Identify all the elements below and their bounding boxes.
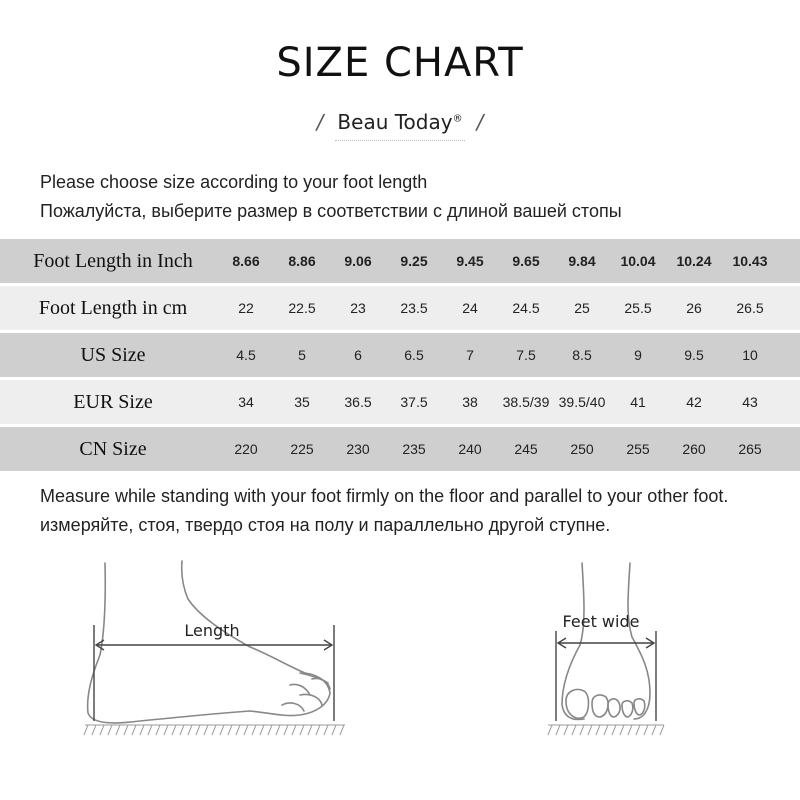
brand-line — [0, 110, 800, 134]
brand-registered-mark: ® — [452, 113, 463, 125]
foot-illustrations — [0, 555, 800, 795]
brand-slash-right: / — [476, 110, 484, 134]
table-cell: 250 — [570, 441, 594, 457]
table-cell: 260 — [682, 441, 706, 457]
brand-divider — [335, 140, 465, 142]
table-cell: 7 — [466, 347, 474, 363]
size-table — [0, 239, 800, 474]
table-row-cn — [0, 427, 800, 471]
table-cell: 245 — [514, 441, 538, 457]
table-cell: 39.5/40 — [558, 394, 606, 410]
table-cell: 4.5 — [236, 347, 256, 363]
table-cell: 36.5 — [344, 394, 372, 410]
table-cell: 25.5 — [624, 300, 652, 316]
table-row-inch — [0, 239, 800, 283]
row-cells — [218, 239, 778, 283]
table-cell: 10.04 — [620, 253, 656, 269]
table-cell: 9.06 — [344, 253, 372, 269]
table-cell: 9 — [634, 347, 642, 363]
table-cell: 220 — [234, 441, 258, 457]
size-chart-title: SIZE CHART — [276, 40, 524, 86]
table-cell: 10 — [742, 347, 758, 363]
table-cell: 10.24 — [676, 253, 712, 269]
table-cell: 8.5 — [572, 347, 592, 363]
ground-hatch-right — [548, 725, 664, 735]
table-cell: 22 — [238, 300, 254, 316]
table-cell: 23.5 — [400, 300, 428, 316]
table-cell: 42 — [686, 394, 702, 410]
row-label: Foot Length in cm — [38, 296, 188, 319]
table-cell: 6 — [354, 347, 362, 363]
table-row-eur — [0, 380, 800, 424]
table-cell: 35 — [294, 394, 310, 410]
table-cell: 22.5 — [288, 300, 316, 316]
table-cell: 9.25 — [400, 253, 428, 269]
table-cell: 9.65 — [512, 253, 540, 269]
row-cells — [218, 427, 778, 471]
table-cell: 41 — [630, 394, 646, 410]
feet-wide-label: Feet wide — [562, 612, 640, 631]
table-cell: 230 — [346, 441, 370, 457]
table-cell: 43 — [742, 394, 758, 410]
table-cell: 9.5 — [684, 347, 704, 363]
table-cell: 38 — [462, 394, 478, 410]
table-cell: 26.5 — [736, 300, 764, 316]
table-cell: 24 — [462, 300, 478, 316]
table-cell: 5 — [298, 347, 306, 363]
row-label: CN Size — [79, 437, 147, 460]
table-cell: 23 — [350, 300, 366, 316]
table-cell: 265 — [738, 441, 762, 457]
table-cell: 34 — [238, 394, 254, 410]
table-cell: 38.5/39 — [502, 394, 550, 410]
table-cell: 24.5 — [512, 300, 540, 316]
length-label: Length — [184, 621, 240, 640]
table-cell: 26 — [686, 300, 702, 316]
row-cells — [218, 333, 778, 377]
row-cells — [218, 286, 778, 330]
row-label: US Size — [80, 343, 146, 366]
measure-line-ru: измеряйте, стоя, твердо стоя на полу и параллельно другой ступне. — [40, 515, 611, 535]
table-cell: 9.45 — [456, 253, 484, 269]
table-row-us — [0, 333, 800, 377]
intro-line-en: Please choose size according to your foot length — [40, 172, 428, 192]
brand-name: Beau Today — [337, 110, 453, 134]
table-cell: 10.43 — [732, 253, 768, 269]
width-arrow — [556, 631, 656, 721]
table-cell: 9.84 — [568, 253, 596, 269]
table-cell: 8.66 — [232, 253, 260, 269]
foot-side-illustration — [88, 561, 330, 723]
intro-line-ru: Пожалуйста, выберите размер в соответствии с длиной вашей стопы — [40, 201, 622, 221]
ground-hatch-left — [84, 725, 345, 735]
table-cell: 240 — [458, 441, 482, 457]
row-label: Foot Length in Inch — [33, 249, 193, 272]
table-cell: 255 — [626, 441, 650, 457]
table-cell: 25 — [574, 300, 590, 316]
intro-text — [40, 168, 622, 226]
table-cell: 6.5 — [404, 347, 424, 363]
row-label: EUR Size — [73, 390, 153, 413]
table-cell: 235 — [402, 441, 426, 457]
table-cell: 37.5 — [400, 394, 428, 410]
table-cell: 8.86 — [288, 253, 316, 269]
table-cell: 225 — [290, 441, 314, 457]
measure-instructions — [40, 482, 728, 540]
foot-front-illustration — [562, 563, 650, 719]
table-row-cm — [0, 286, 800, 330]
brand-slash-left: / — [316, 110, 324, 134]
table-cell: 7.5 — [516, 347, 536, 363]
row-cells — [218, 380, 778, 424]
measure-line-en: Measure while standing with your foot firmly on the floor and parallel to your other foot. — [40, 486, 729, 506]
